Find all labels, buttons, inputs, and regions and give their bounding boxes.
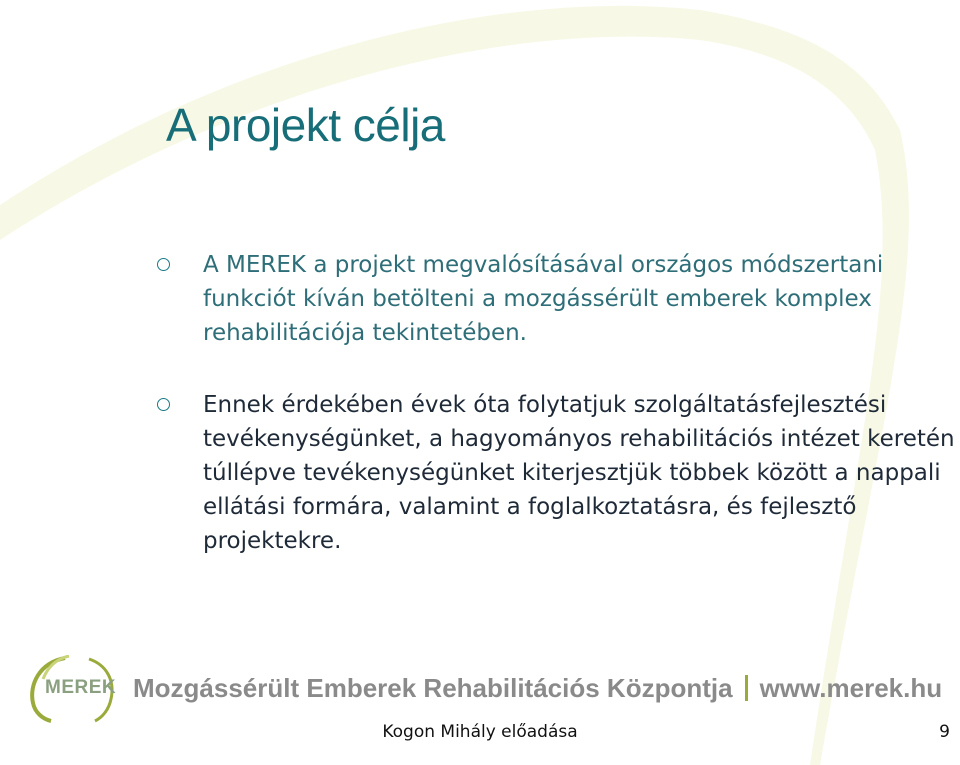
bullet-text: Ennek érdekében évek óta folytatjuk szolgáltatásfejlesztési tevékenységünket, a hagyományos rehabilitációs intézet keretén túllépve tevékenységünket kiterjesztjük többek között a nappali ellátási formára, valamint a foglalkoztatásra, és fejlesztő projektekre. <box>203 392 955 554</box>
logo-word: MEREK <box>45 677 117 698</box>
page-number: 9 <box>939 722 950 742</box>
bullet-circle-icon <box>157 398 170 411</box>
slide-title: A projekt célja <box>166 99 445 151</box>
merek-logo-banner <box>25 655 960 725</box>
organization-name: Mozgássérült Emberek Rehabilitációs Központja <box>133 673 733 703</box>
bullet-item-1 <box>155 248 955 350</box>
bullet-circle-icon <box>157 258 170 271</box>
bullet-text: A MEREK a projekt megvalósításával országos módszertani funkciót kíván betölteni a mozgássérült emberek komplex rehabilitációja tekintetében. <box>203 252 884 346</box>
bullet-list <box>155 248 955 596</box>
bullet-item-2 <box>155 388 955 558</box>
website-url: www.merek.hu <box>759 673 943 703</box>
logo-tagline <box>133 673 942 704</box>
footer-presenter: Kogon Mihály előadása <box>382 722 578 742</box>
logo-divider <box>745 675 748 701</box>
